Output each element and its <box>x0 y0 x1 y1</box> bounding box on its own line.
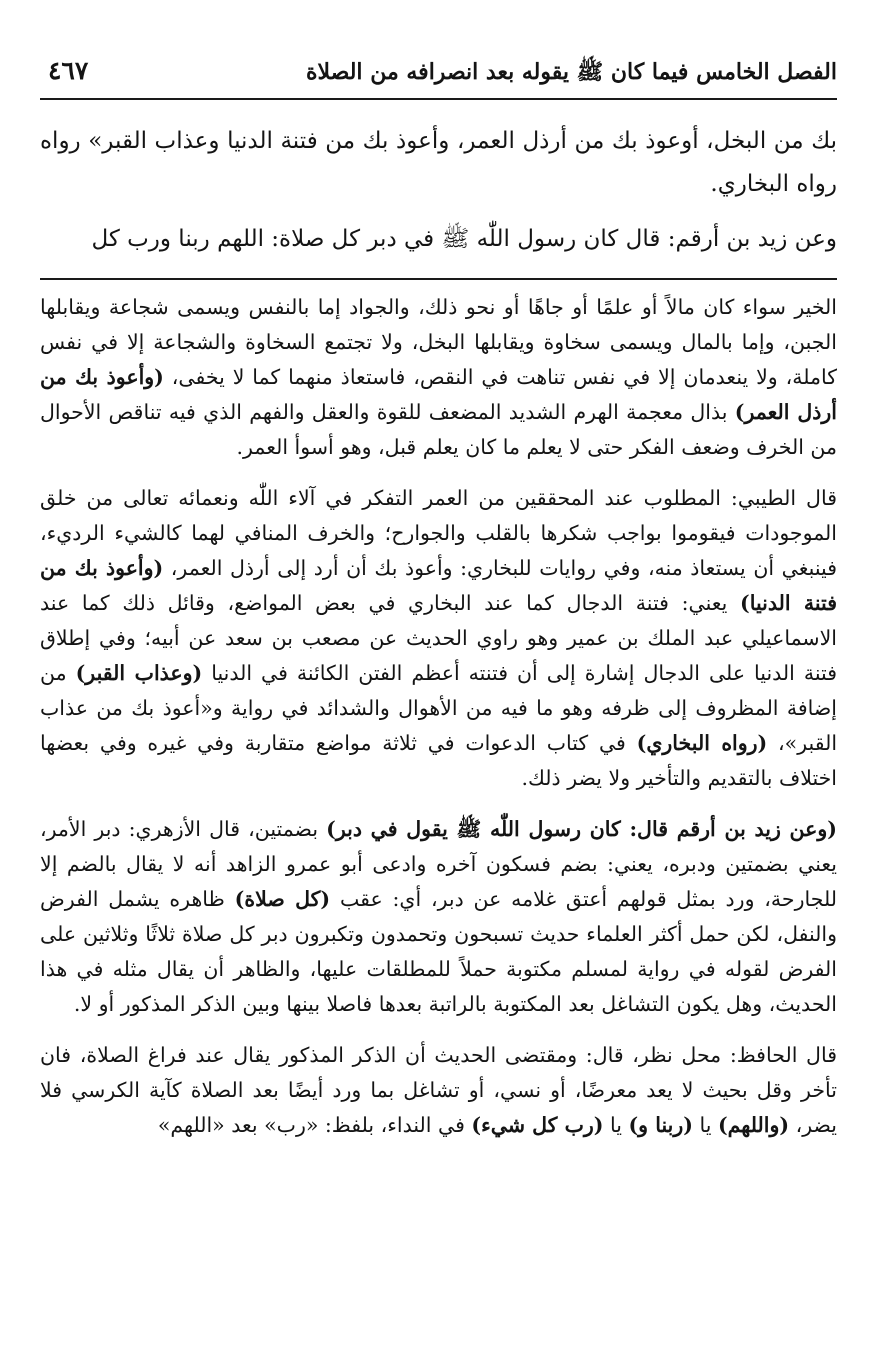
commentary-text <box>40 290 837 1143</box>
text-run: قال الحافظ: محل نظر، قال: ومقتضى الحديث أن الذكر المذكور يقال عند فراغ الصلاة، فان تأخر وقل بحيث لا يعد معرضًا، أو نسي، أو تشاغل بما ورد أيضًا بعد الصلاة كآية الكرسي فلا يضر، <box>40 1043 837 1137</box>
text-run: في النداء، بلفظ: «رب» بعد «اللهم» <box>157 1113 472 1137</box>
chapter-title: الفصل الخامس فيما كان ﷺ يقوله بعد انصرافه من الصلاة <box>305 59 837 85</box>
text-run: يا <box>692 1113 718 1137</box>
commentary-paragraph <box>40 290 837 465</box>
text-run: يعني: فتنة الدجال كما عند البخاري في بعض المواضع، وقائل ذلك كما عند الاسماعيلي عبد الملك بن عمير وهو راوي الحديث عن مصعب بن سعد عن أبيه؛ وفي إطلاق فتنة الدنيا على الدجال إشارة إلى أن فتنته أعظم الفتن الكائنة في الدنيا <box>40 591 837 685</box>
quoted-phrase: (وأعوذ بك من فتنة الدنيا) <box>40 556 837 615</box>
commentary-divider <box>40 278 837 280</box>
hadith-paragraph: وعن زيد بن أرقم: قال كان رسول اللّٰه ﷺ في دبر كل صلاة: اللهم ربنا ورب كل <box>91 226 837 252</box>
quoted-phrase: (وأعوذ بك من أرذل العمر) <box>40 365 837 424</box>
page-header <box>40 52 837 104</box>
text-run: ظاهره يشمل الفرض والنفل، لكن حمل أكثر العلماء حديث تسبحون وتحمدون وتكبرون دبر كل صلاة ثلاثًا وثلاثين على الفرض لقوله في رواية لمسلم مكتوبة حملاً للمطلقات عليها، والظاهر أن يقال مثله في هذا الحديث، وهل يكون التشاغل بعد المكتوبة بالراتبة بعدها فاصلا بينها وبين الذكر المذكور أو لا. <box>40 887 837 1016</box>
quoted-phrase: (واللهم) <box>717 1113 790 1137</box>
text-run: من إضافة المظروف إلى ظرفه وهو ما فيه من الأهوال والشدائد في رواية و«أعوذ بك من عذاب القبر»، <box>40 661 838 755</box>
text-run: بضمتين، قال الأزهري: دبر الأمر، يعني بضمتين ودبره، يعني: بضم فسكون آخره وادعى أبو عمرو الزاهد أنه لا يقال بالضم إلا للجارحة، ورد بمثل قولهم أعتق غلامه عن دبر، أي: عقب <box>40 817 837 911</box>
text-run: بذال معجمة الهرم الشديد المضعف للقوة والعقل والفهم الذي فيه تناقص الأحوال من الخرف وضعف الفكر حتى لا يعلم ما كان يعلم قبل، وهو أسوأ العمر. <box>40 400 837 459</box>
text-run: في كتاب الدعوات في ثلاثة مواضع متقاربة وفي غيره وفي بعضها اختلاف بالتقديم والتأخير ولا يضر ذلك. <box>40 731 837 790</box>
quoted-phrase: (رواه البخاري) <box>636 731 768 755</box>
commentary-paragraph <box>40 481 837 796</box>
header-divider <box>40 98 837 100</box>
quoted-phrase: (ربنا و) <box>628 1113 693 1137</box>
quoted-phrase: (وعذاب القبر) <box>75 661 203 685</box>
quoted-phrase: (رب كل شيء) <box>471 1113 604 1137</box>
quoted-phrase: (كل صلاة) <box>234 887 331 911</box>
text-run: يا <box>603 1113 629 1137</box>
commentary-paragraph <box>40 1038 837 1143</box>
hadith-paragraph: بك من البخل، أوعوذ بك من أرذل العمر، وأعوذ بك من فتنة الدنيا وعذاب القبر» رواه رواه البخاري. <box>40 128 837 197</box>
hadith-text <box>40 120 837 261</box>
page-number: ٤٦٧ <box>48 56 89 85</box>
quoted-phrase: (وعن زيد بن أرقم قال: كان رسول اللّٰه ﷺ يقول في دبر) <box>326 817 837 841</box>
text-run: الخير سواء كان مالاً أو علمًا أو جاهًا أو نحو ذلك، والجواد إما بالنفس ويسمى شجاعة ويقابلها الجبن، وإما بالمال ويسمى سخاوة ويقابلها البخل، ولا تجتمع السخاوة والشجاعة إلا في نفس كاملة، ولا ينعدمان إلا في نفس تناهت في النقص، فاستعاذ منهما كما لا يخفى، <box>40 295 837 389</box>
text-run: قال الطيبي: المطلوب عند المحققين من العمر التفكر في آلاء اللّٰه ونعمائه تعالى من خلق الموجودات فيقوموا بواجب شكرها بالقلب والجوارح؛ والخرف المنافي لهما كالشيء الرديء، فينبغي أن يستعاذ منه، وفي روايات للبخاري: وأعوذ بك أن أرد إلى أرذل العمر، <box>40 486 837 580</box>
commentary-paragraph <box>40 812 837 1022</box>
